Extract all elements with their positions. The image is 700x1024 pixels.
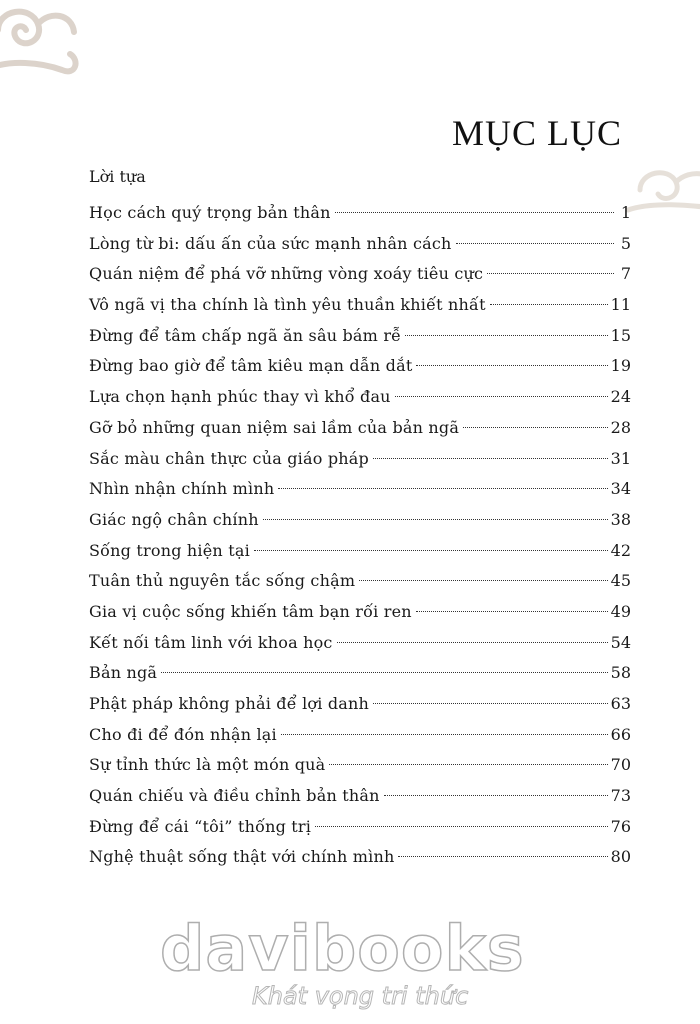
toc-entry-page-number: 1 [620, 203, 631, 222]
toc-entry-title: Phật pháp không phải để lợi danh [89, 694, 370, 713]
dot-leader [416, 611, 608, 612]
dot-leader [263, 519, 608, 520]
table-of-contents [89, 198, 631, 873]
toc-entry[interactable] [89, 750, 631, 781]
dot-leader [487, 273, 614, 274]
toc-entry[interactable] [89, 290, 631, 321]
toc-entry[interactable] [89, 536, 631, 567]
toc-entry-page-number: 58 [610, 663, 631, 683]
watermark-tagline: Khát vọng tri thức [252, 982, 469, 1010]
dot-leader [456, 243, 614, 244]
toc-entry-page-number: 38 [610, 509, 631, 529]
toc-entry-title: Cho đi để đón nhận lại [89, 724, 277, 744]
toc-intro-label: Lời tựa [89, 167, 146, 186]
dot-leader [398, 856, 607, 857]
toc-entry-page-number: 19 [610, 356, 631, 376]
toc-entry-title: Lựa chọn hạnh phúc thay vì khổ đau [89, 387, 391, 407]
toc-entry[interactable] [89, 689, 631, 720]
toc-entry-title: Sống trong hiện tại [89, 540, 250, 560]
dot-leader [281, 734, 608, 735]
toc-entry-title: Sắc màu chân thực của giáo pháp [89, 448, 369, 468]
dot-leader [315, 826, 608, 827]
toc-entry-page-number: 70 [610, 755, 631, 775]
dot-leader [384, 795, 608, 796]
toc-entry[interactable] [89, 566, 631, 597]
toc-entry[interactable] [89, 658, 631, 689]
toc-entry-page-number: 31 [610, 448, 631, 468]
toc-entry[interactable] [89, 474, 631, 505]
toc-entry[interactable] [89, 781, 631, 812]
toc-entry-title: Nhìn nhận chính mình [89, 479, 275, 499]
toc-entry-page-number: 73 [610, 786, 631, 806]
toc-entry[interactable] [89, 259, 631, 290]
dot-leader [335, 212, 614, 213]
toc-entry-page-number: 80 [610, 847, 631, 867]
toc-entry-title: Tuân thủ nguyên tắc sống chậm [89, 571, 356, 591]
watermark [160, 912, 560, 1012]
toc-entry[interactable] [89, 628, 631, 659]
dot-leader [278, 488, 607, 489]
toc-entry-page-number: 76 [610, 816, 631, 836]
toc-entry[interactable] [89, 198, 631, 229]
toc-entry-title: Đừng để tâm chấp ngã ăn sâu bám rễ [89, 325, 402, 345]
toc-entry-title: Quán chiếu và điều chỉnh bản thân [89, 786, 380, 806]
cloud-swirl-icon [620, 150, 700, 220]
dot-leader [463, 427, 608, 428]
dot-leader [373, 703, 608, 704]
toc-entry[interactable] [89, 812, 631, 843]
toc-entry[interactable] [89, 842, 631, 873]
toc-entry-title: Đừng để cái “tôi” thống trị [89, 816, 312, 836]
dot-leader [405, 335, 607, 336]
toc-entry-title: Gia vị cuộc sống khiến tâm bạn rối ren [89, 601, 412, 621]
toc-entry[interactable] [89, 505, 631, 536]
toc-entry-page-number: 66 [610, 724, 631, 744]
toc-entry[interactable] [89, 351, 631, 382]
dot-leader [373, 458, 608, 459]
dot-leader [416, 365, 607, 366]
toc-intro[interactable] [89, 167, 146, 186]
toc-entry-page-number: 24 [610, 387, 631, 407]
toc-entry-title: Quán niệm để phá vỡ những vòng xoáy tiêu cực [89, 264, 484, 284]
toc-entry-page-number: 5 [620, 233, 631, 253]
toc-entry-title: Nghệ thuật sống thật với chính mình [89, 847, 395, 867]
toc-entry-title: Lòng từ bi: dấu ấn của sức mạnh nhân cách [89, 233, 452, 253]
toc-entry-title: Học cách quý trọng bản thân [89, 203, 331, 222]
toc-entry-title: Đừng bao giờ để tâm kiêu mạn dẫn dắt [89, 356, 413, 376]
toc-entry-page-number: 28 [610, 417, 631, 437]
toc-entry-title: Vô ngã vị tha chính là tình yêu thuần khiết nhất [89, 295, 486, 315]
toc-entry-page-number: 42 [610, 540, 631, 560]
toc-entry-page-number: 54 [610, 632, 631, 652]
toc-entry-page-number: 11 [610, 295, 631, 315]
toc-entry[interactable] [89, 597, 631, 628]
toc-entry-page-number: 49 [610, 601, 631, 621]
toc-entry[interactable] [89, 720, 631, 751]
toc-entry-title: Giác ngộ chân chính [89, 509, 259, 529]
watermark-brand: davibooks [160, 912, 525, 985]
toc-entry[interactable] [89, 413, 631, 444]
toc-entry-page-number: 15 [610, 325, 631, 345]
toc-entry[interactable] [89, 229, 631, 260]
toc-entry-page-number: 63 [610, 694, 631, 713]
toc-entry-title: Gỡ bỏ những quan niệm sai lầm của bản ngã [89, 417, 460, 437]
dot-leader [161, 672, 607, 673]
toc-entry-page-number: 45 [610, 571, 631, 591]
page-title: MỤC LỤC [452, 113, 623, 153]
toc-entry[interactable] [89, 444, 631, 475]
dot-leader [359, 580, 607, 581]
dot-leader [490, 304, 608, 305]
dot-leader [395, 396, 608, 397]
cloud-swirl-icon [0, 0, 90, 90]
dot-leader [337, 642, 608, 643]
toc-entry-title: Sự tỉnh thức là một món quà [89, 755, 326, 775]
dot-leader [254, 550, 608, 551]
toc-entry-title: Kết nối tâm linh với khoa học [89, 632, 333, 652]
dot-leader [329, 764, 607, 765]
toc-entry[interactable] [89, 321, 631, 352]
toc-entry-title: Bản ngã [89, 663, 158, 683]
toc-entry[interactable] [89, 382, 631, 413]
toc-entry-page-number: 34 [610, 479, 631, 499]
toc-entry-page-number: 7 [620, 264, 631, 284]
